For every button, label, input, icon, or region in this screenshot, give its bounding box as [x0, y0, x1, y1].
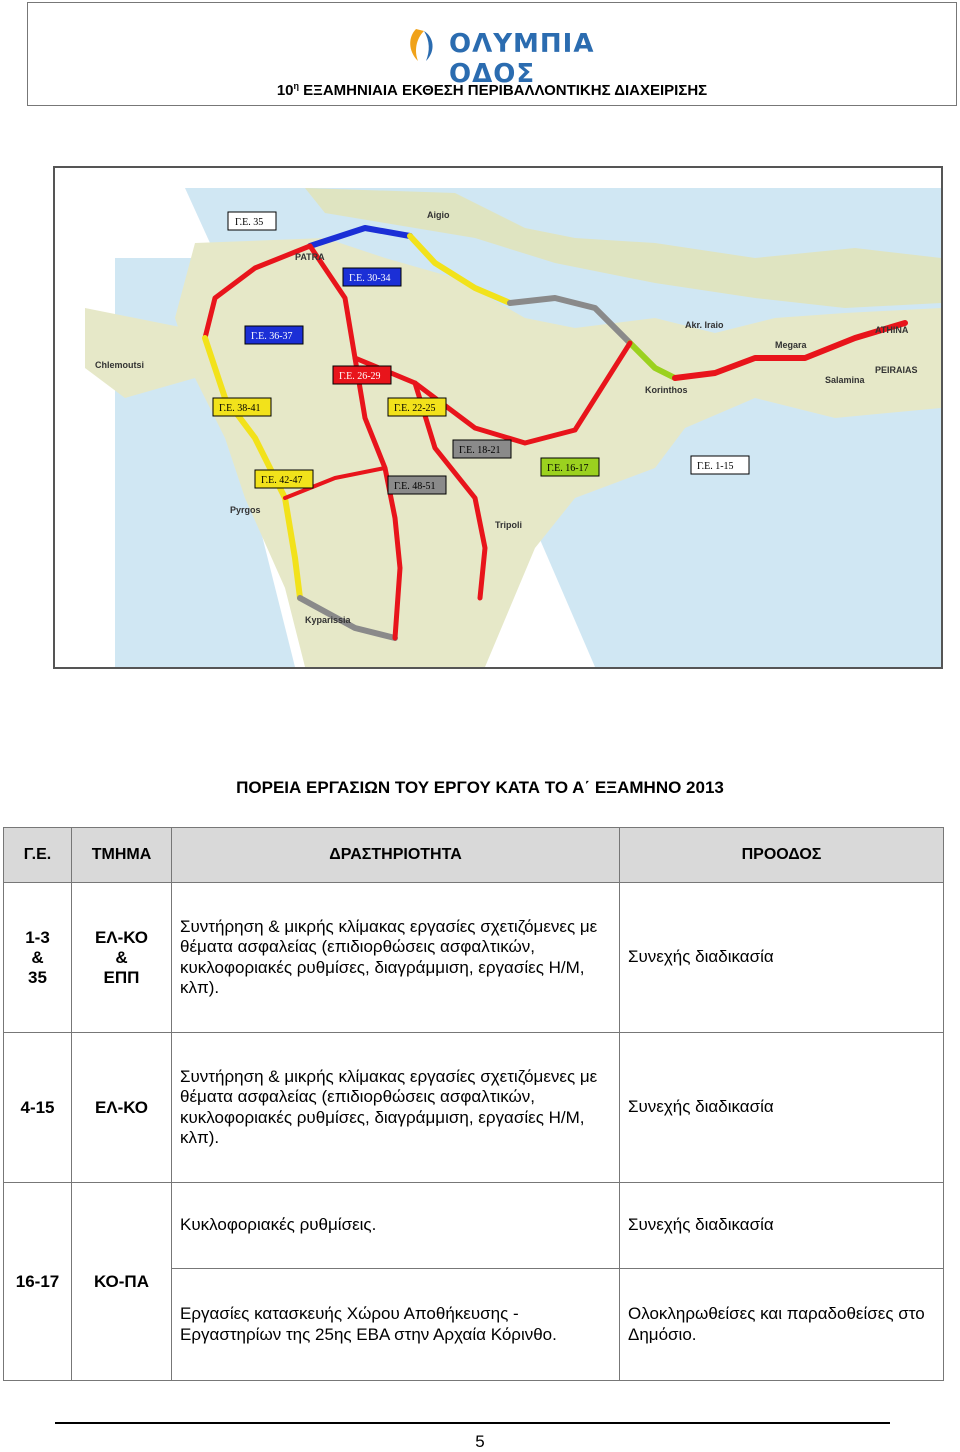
- map-label-text: Γ.Ε. 26-29: [339, 371, 381, 382]
- row-section: ΚΟ-ΠΑ: [72, 1183, 172, 1381]
- header-section: ΤΜΗΜΑ: [72, 828, 172, 883]
- section-line: ΕΠΠ: [103, 967, 140, 987]
- report-header: [27, 2, 957, 106]
- table-row: [4, 883, 944, 1033]
- map-label-text: Γ.Ε. 35: [235, 217, 264, 228]
- olympia-odos-logo: [404, 25, 644, 89]
- map-label-ge-35: [228, 212, 276, 230]
- report-title: [28, 81, 956, 99]
- map-place-name: Kyparissia: [305, 615, 351, 625]
- map-label-ge-42-47: [255, 470, 313, 488]
- row-code: 4-15: [4, 1033, 72, 1183]
- table-header-row: [4, 828, 944, 883]
- row-activity: Συντήρηση & μικρής κλίμακας εργασίες σχετιζόμενες με θέματα ασφαλείας (επιδιορθώσεις ασφαλτικών, κυκλοφοριακές ρυθμίσες, διαγράμμιση, εργασίες Η/Μ, κλπ).: [172, 1033, 620, 1183]
- map-label-ge-36-37: [245, 326, 303, 344]
- map-place-name: PEIRAIAS: [875, 365, 918, 375]
- logo-mark-icon: [404, 25, 444, 65]
- code-line: &: [31, 947, 44, 967]
- row-progress: Συνεχής διαδικασία: [620, 883, 944, 1033]
- map-label-ge-26-29: [333, 366, 391, 384]
- map-label-ge-22-25: [388, 398, 446, 416]
- header-ge: Γ.Ε.: [4, 828, 72, 883]
- map-place-name: Akr. Iraio: [685, 320, 724, 330]
- map-svg: [55, 168, 941, 667]
- logo-text: ΟΛΥΜΠΙΑ ΟΔΟΣ: [449, 29, 595, 89]
- progress-table: [3, 827, 944, 1381]
- row-activity: Κυκλοφοριακές ρυθμίσεις.: [172, 1183, 620, 1269]
- report-title-text: ΕΞΑΜΗΝΙΑΙΑ ΕΚΘΕΣΗ ΠΕΡΙΒΑΛΛΟΝΤΙΚΗΣ ΔΙΑΧΕΙΡΙΣΗΣ: [299, 82, 708, 99]
- map-label-text: Γ.Ε. 42-47: [261, 475, 303, 486]
- map-label-ge-30-34: [343, 268, 401, 286]
- map-place-name: Aigio: [427, 210, 450, 220]
- map-place-name: Korinthos: [645, 385, 688, 395]
- row-activity: Συντήρηση & μικρής κλίμακας εργασίες σχετιζόμενες με θέματα ασφαλείας (επιδιορθώσεις ασφαλτικών, κυκλοφοριακές ρυθμίσες, διαγράμμιση, εργασίες Η/Μ, κλπ).: [172, 883, 620, 1033]
- section-title: ΠΟΡΕΙΑ ΕΡΓΑΣΙΩΝ ΤΟΥ ΕΡΓΟΥ ΚΑΤΑ ΤΟ Α΄ ΕΞΑΜΗΝΟ 2013: [236, 778, 724, 797]
- map-label-text: Γ.Ε. 18-21: [459, 445, 501, 456]
- map-label-text: Γ.Ε. 30-34: [349, 273, 391, 284]
- map-label-text: Γ.Ε. 38-41: [219, 403, 261, 414]
- map-place-name: Salamina: [825, 375, 865, 385]
- code-line: 35: [28, 967, 47, 987]
- map-place-name: PATRA: [295, 252, 325, 262]
- map-label-text: Γ.Ε. 16-17: [547, 463, 589, 474]
- map-label-text: Γ.Ε. 22-25: [394, 403, 436, 414]
- row-progress: Ολοκληρωθείσες και παραδοθείσες στο Δημόσιο.: [620, 1269, 944, 1381]
- map-label-ge-1-15: [691, 456, 749, 474]
- row-activity: Εργασίες κατασκευής Χώρου Αποθήκευσης - Εργαστηρίων της 25ης ΕΒΑ στην Αρχαία Κόρινθο.: [172, 1269, 620, 1381]
- report-title-number: 10: [276, 82, 294, 99]
- row-code: [4, 883, 72, 1033]
- page-number: 5: [475, 1432, 485, 1451]
- section-line: &: [115, 947, 128, 967]
- table-row: [4, 1183, 944, 1269]
- map-place-name: Chlemoutsi: [95, 360, 145, 370]
- map-label-text: Γ.Ε. 1-15: [697, 461, 734, 472]
- row-section: ΕΛ-ΚΟ: [72, 1033, 172, 1183]
- section-line: ΕΛ-ΚΟ: [94, 927, 149, 947]
- footer-divider: [55, 1422, 890, 1424]
- report-title-sup: η: [293, 81, 299, 91]
- row-code: 16-17: [4, 1183, 72, 1381]
- row-progress: Συνεχής διαδικασία: [620, 1033, 944, 1183]
- project-map: [53, 166, 943, 669]
- header-progress: ΠΡΟΟΔΟΣ: [620, 828, 944, 883]
- map-label-ge-18-21: [453, 440, 511, 458]
- map-place-name: Pyrgos: [230, 505, 261, 515]
- map-label-text: Γ.Ε. 48-51: [394, 481, 436, 492]
- map-place-name: Megara: [775, 340, 807, 350]
- map-label-ge-16-17: [541, 458, 599, 476]
- map-place-name: ATHINA: [875, 325, 909, 335]
- map-place-name: Tripoli: [495, 520, 522, 530]
- code-line: 1-3: [25, 927, 50, 947]
- header-activity: ΔΡΑΣΤΗΡΙΟΤΗΤΑ: [172, 828, 620, 883]
- row-section: [72, 883, 172, 1033]
- map-label-ge-48-51: [388, 476, 446, 494]
- row-progress: Συνεχής διαδικασία: [620, 1183, 944, 1269]
- table-row: [4, 1033, 944, 1183]
- map-label-ge-38-41: [213, 398, 271, 416]
- map-label-text: Γ.Ε. 36-37: [251, 331, 293, 342]
